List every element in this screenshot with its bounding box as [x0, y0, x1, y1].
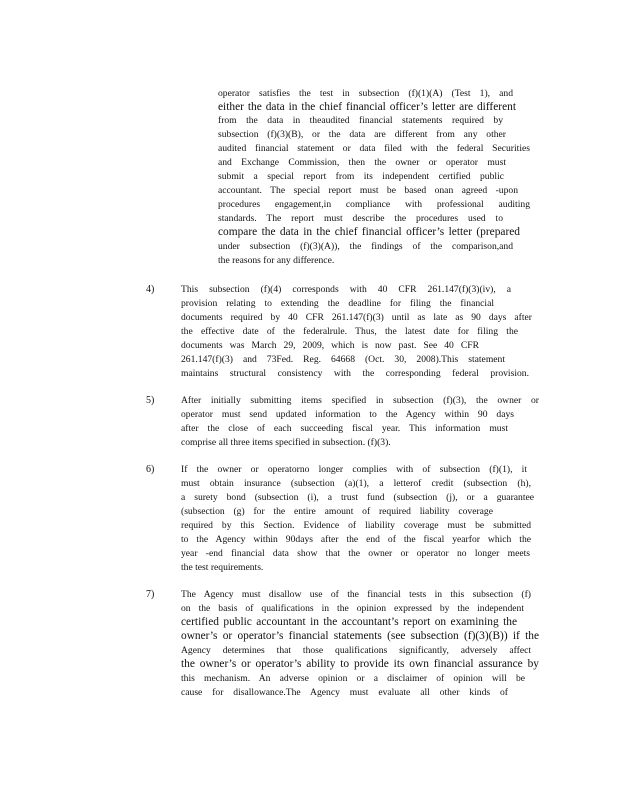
text-line: Agency determines that those qualifications significantly, adversely affect — [181, 645, 531, 656]
text-line: provision relating to extending the deadline for filing the financial — [181, 298, 494, 309]
text-line: maintains structural consistency with the corresponding federal provision. — [181, 368, 529, 379]
numbered-paragraph — [181, 395, 541, 449]
item-number: 6) — [146, 464, 155, 475]
text-line: accountant. The special report must be based onan agreed -upon — [218, 185, 518, 196]
text-line: operator satisfies the test in subsection (f)(1)(A) (Test 1), and — [218, 88, 513, 99]
text-line: this mechanism. An adverse opinion or a disclaimer of opinion will be — [181, 673, 525, 684]
text-line: required by this Section. Evidence of liability coverage must be submitted — [181, 520, 531, 531]
text-line: the test requirements. — [181, 562, 264, 573]
text-line: compare the data in the chief financial officer’s letter (prepared — [218, 226, 520, 238]
text-line: owner’s or operator’s financial statements (see subsection (f)(3)(B)) if the — [181, 630, 539, 642]
item-number: 7) — [146, 589, 155, 600]
text-line: a surety bond (subsection (i), a trust fund (subsection (j), or a guarantee — [181, 492, 534, 503]
text-line: procedures engagement,in compliance with professional auditing — [218, 199, 530, 210]
text-line: the owner’s or operator’s ability to provide its own financial assurance by — [181, 658, 539, 670]
text-line: on the basis of qualifications in the opinion expressed by the independent — [181, 603, 524, 614]
text-line: under subsection (f)(3)(A)), the findings of the comparison,and — [218, 241, 513, 252]
text-line: from the data in theaudited financial statements required by — [218, 115, 503, 126]
text-line: documents was March 29, 2009, which is now past. See 40 CFR — [181, 340, 479, 351]
text-line: The Agency must disallow use of the financial tests in this subsection (f) — [181, 589, 531, 600]
numbered-paragraph — [181, 464, 541, 574]
text-line: the effective date of the federalrule. Thus, the latest date for filing the — [181, 326, 518, 337]
text-line: standards. The report must describe the procedures used to — [218, 213, 503, 224]
numbered-paragraph — [181, 284, 531, 380]
numbered-paragraph — [181, 589, 541, 699]
text-line: year -end financial data show that the owner or operator no longer meets — [181, 548, 530, 559]
continued-paragraph — [218, 88, 530, 268]
text-line: and Exchange Commission, then the owner or operator must — [218, 157, 506, 168]
text-line: must obtain insurance (subsection (a)(1), a letterof credit (subsection (h), — [181, 478, 531, 489]
text-line: (subsection (g) for the entire amount of required liability coverage — [181, 506, 493, 517]
text-line: the reasons for any difference. — [218, 255, 335, 266]
text-line: submit a special report from its independent certified public — [218, 171, 504, 182]
text-line: operator must send updated information to the Agency within 90 days — [181, 409, 514, 420]
text-line: If the owner or operatorno longer complies with of subsection (f)(1), it — [181, 464, 527, 475]
text-line: After initially submitting items specified in subsection (f)(3), the owner or — [181, 395, 539, 406]
text-line: 261.147(f)(3) and 73Fed. Reg. 64668 (Oct. 30, 2008).This statement — [181, 354, 505, 365]
text-line: documents required by 40 CFR 261.147(f)(3) until as late as 90 days after — [181, 312, 532, 323]
text-line: certified public accountant in the accountant’s report on examining the — [181, 616, 517, 628]
text-line: cause for disallowance.The Agency must evaluate all other kinds of — [181, 687, 508, 698]
text-line: audited financial statement or data filed with the federal Securities — [218, 143, 530, 154]
text-line: to the Agency within 90days after the end of the fiscal yearfor which the — [181, 534, 531, 545]
text-line: after the close of each succeeding fiscal year. This information must — [181, 423, 508, 434]
text-line: either the data in the chief financial officer’s letter are different — [218, 101, 516, 113]
text-line: comprise all three items specified in subsection. (f)(3). — [181, 437, 391, 448]
text-line: This subsection (f)(4) corresponds with 40 CFR 261.147(f)(3)(iv), a — [181, 284, 511, 295]
item-number: 5) — [146, 395, 155, 406]
item-number: 4) — [146, 284, 155, 295]
text-line: subsection (f)(3)(B), or the data are different from any other — [218, 129, 506, 140]
